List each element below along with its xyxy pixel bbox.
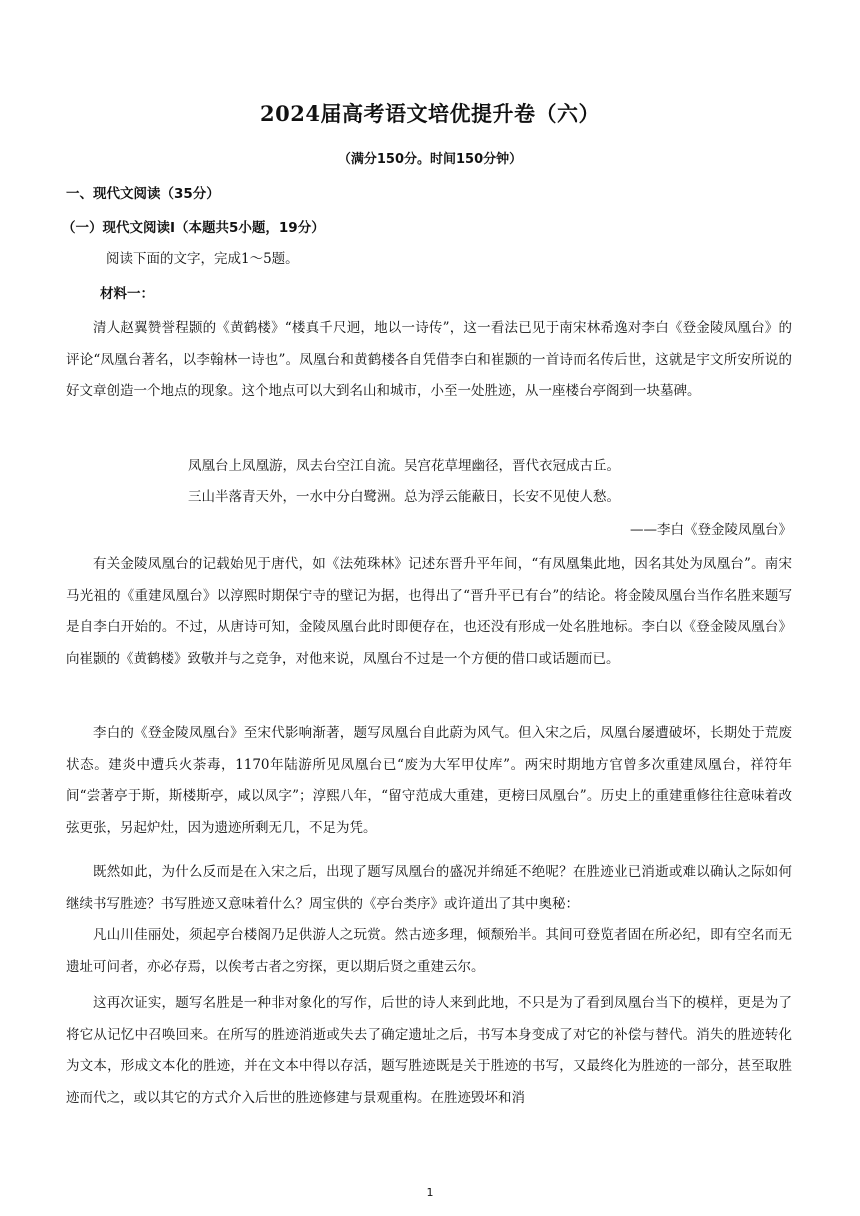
paragraph-5-quote: 凡山川佳丽处，须起亭台楼阁乃足供游人之玩赏。然古迹多理，倾颓殆半。其间可登览者固在所必纪，即有空名而无遗址可问者，亦必存焉，以俟考古者之穷探，更以期后贤之重建云尔。 [66,927,792,975]
paragraph-2: 有关金陵凤凰台的记载始见于唐代，如《法苑珠林》记述东晋升平年间，“有凤凰集此地，因名其处为凤凰台”。南宋马光祖的《重建凤凰台》以淳熙时期保宁寺的壁记为据，也得出了“晋升平已有台”的结论。将金陵凤凰台当作名胜来题写是自李白开始的。不过，从唐诗可知，金陵凤凰台此时即便存在，也还没有形成一处名胜地标。李白以《登金陵凤凰台》向崔颢的《黄鹤楼》致敬并与之竞争，对他来说，凤凰台不过是一个方便的借口或话题而已。 [66,556,792,667]
reading-instruction: 阅读下面的文字，完成1～5题。 [106,251,299,267]
paragraph-1: 清人赵翼赞誉程颢的《黄鹤楼》“楼真千尺迥，地以一诗传”，这一看法已见于南宋林希逸对李白《登金陵凤凰台》的评论“凤凰台著名，以李翰林一诗也”。凤凰台和黄鹤楼各自凭借李白和崔颢的一首诗而名传后世，这就是宇文所安所说的好文章创造一个地点的现象。这个地点可以大到名山和城市，小至一处胜迹，从一座楼台亭阁到一块墓碑。 [66,320,792,399]
poem-line-1: 凤凰台上凤凰游，凤去台空江自流。吴宫花草埋幽径，晋代衣冠成古丘。 [188,458,620,474]
exam-title: 2024届高考语文培优提升卷（六） [260,101,600,126]
poem-line-2: 三山半落青天外，一水中分白鹭洲。总为浮云能蔽日，长安不见使人愁。 [188,489,620,505]
paragraph-3: 李白的《登金陵凤凰台》至宋代影响渐著，题写凤凰台自此蔚为风气。但入宋之后，凤凰台屡遭破坏，长期处于荒废状态。建炎中遭兵火荼毒，1170年陆游所见凤凰台已“废为大军甲仗库”。两宋时期地方官曾多次重建凤凰台，祥符年间“尝著亭于斯，斯楼斯亭，咸以凤字”；淳熙八年，“留守范成大重建，更榜曰凤凰台”。历史上的重建重修往往意味着改弦更张，另起炉灶，因为遗迹所剩无几，不足为凭。 [66,725,792,836]
section-heading: 一、现代文阅读（35分） [66,186,220,202]
material-label: 材料一： [100,286,154,302]
poem-attribution: ——李白《登金陵凤凰台》 [630,522,792,538]
page-number: 1 [426,1186,434,1199]
paragraph-6: 这再次证实，题写名胜是一种非对象化的写作，后世的诗人来到此地，不只是为了看到凤凰台当下的模样，更是为了将它从记忆中召唤回来。在所写的胜迹消逝或失去了确定遗址之后，书写本身变成了对它的补偿与替代。消失的胜迹转化为文本，形成文本化的胜迹，并在文本中得以存活，题写胜迹既是关于胜迹的书写，又最终化为胜迹的一部分，甚至取胜迹而代之，或以其它的方式介入后世的胜迹修建与景观重构。在胜迹毁坏和消 [66,995,792,1106]
subsection-heading: （一）现代文阅读Ⅰ（本题共5小题，19分） [62,220,325,236]
exam-subtitle: （满分150分。时间150分钟） [337,152,523,167]
paragraph-4: 既然如此，为什么反而是在入宋之后，出现了题写凤凰台的盛况并绵延不绝呢？在胜迹业已消逝或难以确认之际如何继续书写胜迹？书写胜迹又意味着什么？周宝供的《亭台类序》或许道出了其中奥秘： [66,864,792,912]
